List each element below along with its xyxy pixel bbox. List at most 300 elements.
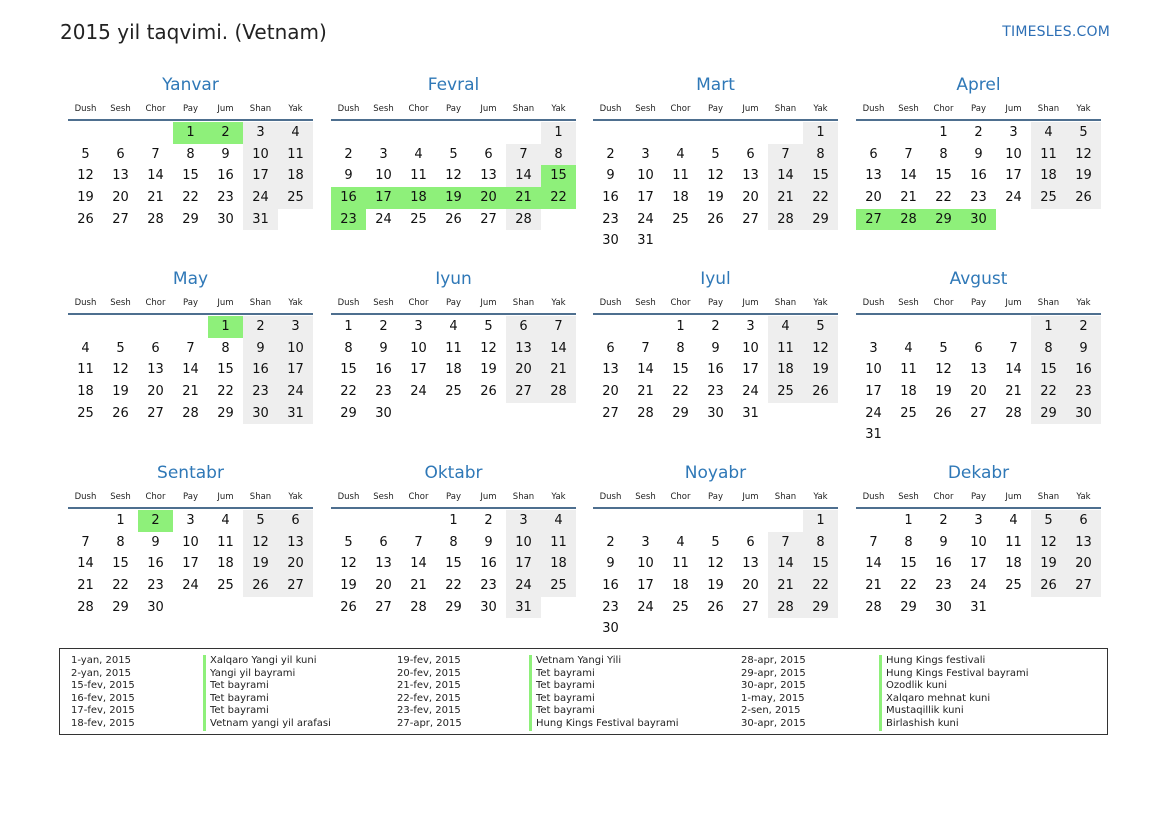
day-cell[interactable]: 4: [541, 510, 576, 532]
day-cell[interactable]: 17: [637, 578, 654, 594]
day-cell[interactable]: 23: [217, 190, 234, 206]
day-cell[interactable]: 14: [506, 165, 541, 187]
day-cell[interactable]: 30: [147, 599, 164, 615]
day-cell[interactable]: 2: [344, 146, 353, 162]
day-cell[interactable]: 2: [974, 125, 983, 140]
day-cell[interactable]: 25: [541, 575, 576, 597]
day-cell[interactable]: 14: [768, 165, 803, 187]
day-cell[interactable]: 4: [1031, 122, 1066, 144]
day-cell[interactable]: 29: [803, 209, 838, 231]
day-cell[interactable]: 18: [217, 556, 234, 572]
day-cell[interactable]: 8: [186, 146, 195, 162]
day-cell[interactable]: 2: [379, 319, 388, 334]
day-cell[interactable]: 7: [768, 532, 803, 554]
day-cell[interactable]: 14: [1005, 362, 1022, 378]
day-cell[interactable]: 19: [803, 359, 838, 381]
day-cell[interactable]: 4: [414, 146, 423, 162]
day-cell[interactable]: 23: [602, 211, 619, 227]
day-cell[interactable]: 14: [900, 168, 917, 184]
day-cell[interactable]: 6: [506, 316, 541, 338]
day-cell[interactable]: 5: [484, 319, 493, 334]
day-cell[interactable]: 29: [803, 597, 838, 619]
day-cell[interactable]: 27: [480, 211, 497, 227]
day-cell[interactable]: 31: [970, 599, 987, 615]
day-cell[interactable]: 26: [340, 599, 357, 615]
day-cell[interactable]: 28: [410, 599, 427, 615]
day-cell[interactable]: 17: [637, 190, 654, 206]
day-cell[interactable]: 6: [746, 534, 755, 550]
day-cell[interactable]: 14: [768, 553, 803, 575]
day-cell[interactable]: 26: [707, 211, 724, 227]
day-cell[interactable]: 18: [445, 362, 462, 378]
day-cell[interactable]: 10: [278, 338, 313, 360]
day-cell[interactable]: 24: [1005, 190, 1022, 206]
day-cell[interactable]: 3: [641, 146, 650, 162]
day-cell[interactable]: 16: [935, 556, 952, 572]
day-cell[interactable]: 1: [803, 510, 838, 532]
day-cell[interactable]: 11: [410, 168, 427, 184]
day-cell[interactable]: 19: [77, 190, 94, 206]
day-cell[interactable]: 26: [935, 405, 952, 421]
day-cell[interactable]: 22: [803, 187, 838, 209]
day-cell[interactable]: 2: [208, 122, 243, 144]
day-cell[interactable]: 28: [506, 209, 541, 231]
day-cell[interactable]: 13: [742, 556, 759, 572]
day-cell[interactable]: 19: [1031, 553, 1066, 575]
day-cell[interactable]: 2: [711, 319, 720, 334]
day-cell[interactable]: 16: [602, 578, 619, 594]
day-cell[interactable]: 15: [803, 165, 838, 187]
day-cell[interactable]: 1: [939, 125, 948, 140]
day-cell[interactable]: 13: [865, 168, 882, 184]
day-cell[interactable]: 14: [77, 556, 94, 572]
day-cell[interactable]: 26: [480, 384, 497, 400]
day-cell[interactable]: 26: [1031, 575, 1066, 597]
day-cell[interactable]: 27: [742, 599, 759, 615]
day-cell[interactable]: 6: [746, 146, 755, 162]
day-cell[interactable]: 30: [961, 209, 996, 231]
day-cell[interactable]: 27: [506, 381, 541, 403]
day-cell[interactable]: 27: [742, 211, 759, 227]
day-cell[interactable]: 5: [449, 146, 458, 162]
day-cell[interactable]: 16: [602, 190, 619, 206]
day-cell[interactable]: 28: [182, 405, 199, 421]
day-cell[interactable]: 12: [445, 168, 462, 184]
day-cell[interactable]: 6: [869, 146, 878, 162]
day-cell[interactable]: 18: [401, 187, 436, 209]
day-cell[interactable]: 23: [480, 578, 497, 594]
day-cell[interactable]: 20: [742, 190, 759, 206]
day-cell[interactable]: 3: [379, 146, 388, 162]
day-cell[interactable]: 4: [278, 122, 313, 144]
day-cell[interactable]: 18: [672, 190, 689, 206]
day-cell[interactable]: 16: [243, 359, 278, 381]
day-cell[interactable]: 30: [602, 233, 619, 249]
day-cell[interactable]: 12: [480, 340, 497, 356]
day-cell[interactable]: 8: [939, 146, 948, 162]
day-cell[interactable]: 2: [939, 513, 948, 528]
day-cell[interactable]: 17: [243, 165, 278, 187]
day-cell[interactable]: 19: [1066, 165, 1101, 187]
day-cell[interactable]: 25: [217, 578, 234, 594]
day-cell[interactable]: 2: [1066, 316, 1101, 338]
day-cell[interactable]: 5: [939, 340, 948, 356]
day-cell[interactable]: 1: [1031, 316, 1066, 338]
day-cell[interactable]: 7: [1009, 340, 1018, 356]
day-cell[interactable]: 6: [116, 146, 125, 162]
day-cell[interactable]: 10: [865, 362, 882, 378]
day-cell[interactable]: 11: [217, 534, 234, 550]
day-cell[interactable]: 31: [637, 233, 654, 249]
day-cell[interactable]: 11: [77, 362, 94, 378]
day-cell[interactable]: 21: [768, 187, 803, 209]
day-cell[interactable]: 1: [676, 319, 685, 334]
day-cell[interactable]: 31: [278, 403, 313, 425]
day-cell[interactable]: 21: [541, 359, 576, 381]
day-cell[interactable]: 6: [1066, 510, 1101, 532]
day-cell[interactable]: 12: [243, 532, 278, 554]
day-cell[interactable]: 24: [742, 384, 759, 400]
day-cell[interactable]: 24: [970, 578, 987, 594]
day-cell[interactable]: 3: [243, 122, 278, 144]
day-cell[interactable]: 1: [116, 513, 125, 528]
day-cell[interactable]: 25: [445, 384, 462, 400]
day-cell[interactable]: 6: [484, 146, 493, 162]
day-cell[interactable]: 16: [217, 168, 234, 184]
day-cell[interactable]: 19: [935, 384, 952, 400]
day-cell[interactable]: 8: [221, 340, 230, 356]
day-cell[interactable]: 23: [147, 578, 164, 594]
day-cell[interactable]: 21: [147, 190, 164, 206]
day-cell[interactable]: 25: [1031, 187, 1066, 209]
day-cell[interactable]: 10: [506, 532, 541, 554]
day-cell[interactable]: 9: [221, 146, 230, 162]
day-cell[interactable]: 17: [506, 553, 541, 575]
day-cell[interactable]: 9: [606, 168, 615, 184]
day-cell[interactable]: 25: [77, 405, 94, 421]
day-cell[interactable]: 19: [707, 578, 724, 594]
day-cell[interactable]: 28: [768, 209, 803, 231]
day-cell[interactable]: 15: [445, 556, 462, 572]
day-cell[interactable]: 30: [1066, 403, 1101, 425]
day-cell[interactable]: 24: [637, 211, 654, 227]
day-cell[interactable]: 27: [970, 405, 987, 421]
day-cell[interactable]: 3: [186, 513, 195, 528]
day-cell[interactable]: 6: [974, 340, 983, 356]
day-cell[interactable]: 30: [602, 621, 619, 637]
day-cell[interactable]: 9: [243, 338, 278, 360]
day-cell[interactable]: 24: [375, 211, 392, 227]
day-cell[interactable]: 29: [1031, 403, 1066, 425]
day-cell[interactable]: 1: [541, 122, 576, 144]
day-cell[interactable]: 22: [340, 384, 357, 400]
day-cell[interactable]: 6: [278, 510, 313, 532]
day-cell[interactable]: 14: [865, 556, 882, 572]
day-cell[interactable]: 14: [541, 338, 576, 360]
day-cell[interactable]: 27: [602, 405, 619, 421]
day-cell[interactable]: 19: [436, 187, 471, 209]
day-cell[interactable]: 5: [243, 510, 278, 532]
day-cell[interactable]: 26: [77, 211, 94, 227]
day-cell[interactable]: 26: [445, 211, 462, 227]
day-cell[interactable]: 7: [869, 534, 878, 550]
day-cell[interactable]: 15: [672, 362, 689, 378]
day-cell[interactable]: 25: [278, 187, 313, 209]
day-cell[interactable]: 23: [970, 190, 987, 206]
day-cell[interactable]: 12: [803, 338, 838, 360]
day-cell[interactable]: 11: [278, 144, 313, 166]
day-cell[interactable]: 7: [641, 340, 650, 356]
day-cell[interactable]: 9: [344, 168, 353, 184]
day-cell[interactable]: 8: [803, 144, 838, 166]
day-cell[interactable]: 29: [217, 405, 234, 421]
day-cell[interactable]: 21: [865, 578, 882, 594]
day-cell[interactable]: 24: [410, 384, 427, 400]
day-cell[interactable]: 4: [81, 340, 90, 356]
day-cell[interactable]: 18: [278, 165, 313, 187]
day-cell[interactable]: 22: [445, 578, 462, 594]
day-cell[interactable]: 9: [711, 340, 720, 356]
day-cell[interactable]: 25: [410, 211, 427, 227]
day-cell[interactable]: 1: [344, 319, 353, 334]
day-cell[interactable]: 6: [379, 534, 388, 550]
day-cell[interactable]: 20: [375, 578, 392, 594]
day-cell[interactable]: 22: [935, 190, 952, 206]
day-cell[interactable]: 26: [1066, 187, 1101, 209]
day-cell[interactable]: 3: [746, 319, 755, 334]
day-cell[interactable]: 8: [904, 534, 913, 550]
day-cell[interactable]: 11: [541, 532, 576, 554]
day-cell[interactable]: 7: [541, 316, 576, 338]
day-cell[interactable]: 9: [484, 534, 493, 550]
day-cell[interactable]: 15: [112, 556, 129, 572]
day-cell[interactable]: 19: [340, 578, 357, 594]
day-cell[interactable]: 25: [900, 405, 917, 421]
day-cell[interactable]: 2: [606, 146, 615, 162]
day-cell[interactable]: 21: [1005, 384, 1022, 400]
day-cell[interactable]: 27: [147, 405, 164, 421]
day-cell[interactable]: 12: [707, 168, 724, 184]
day-cell[interactable]: 17: [410, 362, 427, 378]
day-cell[interactable]: 13: [480, 168, 497, 184]
day-cell[interactable]: 20: [506, 359, 541, 381]
day-cell[interactable]: 20: [471, 187, 506, 209]
day-cell[interactable]: 23: [331, 209, 366, 231]
day-cell[interactable]: 16: [707, 362, 724, 378]
day-cell[interactable]: 14: [410, 556, 427, 572]
day-cell[interactable]: 31: [506, 597, 541, 619]
day-cell[interactable]: 9: [1066, 338, 1101, 360]
day-cell[interactable]: 14: [637, 362, 654, 378]
day-cell[interactable]: 5: [1066, 122, 1101, 144]
day-cell[interactable]: 10: [243, 144, 278, 166]
day-cell[interactable]: 26: [112, 405, 129, 421]
day-cell[interactable]: 21: [900, 190, 917, 206]
day-cell[interactable]: 17: [865, 384, 882, 400]
day-cell[interactable]: 5: [81, 146, 90, 162]
day-cell[interactable]: 2: [243, 316, 278, 338]
day-cell[interactable]: 15: [541, 165, 576, 187]
day-cell[interactable]: 11: [1031, 144, 1066, 166]
day-cell[interactable]: 13: [602, 362, 619, 378]
day-cell[interactable]: 13: [278, 532, 313, 554]
day-cell[interactable]: 23: [243, 381, 278, 403]
day-cell[interactable]: 20: [742, 578, 759, 594]
day-cell[interactable]: 12: [1031, 532, 1066, 554]
day-cell[interactable]: 10: [182, 534, 199, 550]
day-cell[interactable]: 20: [278, 553, 313, 575]
day-cell[interactable]: 27: [278, 575, 313, 597]
day-cell[interactable]: 10: [742, 340, 759, 356]
day-cell[interactable]: 28: [891, 209, 926, 231]
day-cell[interactable]: 23: [375, 384, 392, 400]
day-cell[interactable]: 18: [672, 578, 689, 594]
brand-link[interactable]: TIMESLES.COM: [1002, 24, 1110, 40]
day-cell[interactable]: 19: [112, 384, 129, 400]
day-cell[interactable]: 15: [803, 553, 838, 575]
day-cell[interactable]: 22: [1031, 381, 1066, 403]
day-cell[interactable]: 1: [803, 122, 838, 144]
day-cell[interactable]: 22: [541, 187, 576, 209]
day-cell[interactable]: 30: [480, 599, 497, 615]
day-cell[interactable]: 29: [672, 405, 689, 421]
day-cell[interactable]: 21: [637, 384, 654, 400]
day-cell[interactable]: 16: [375, 362, 392, 378]
day-cell[interactable]: 27: [112, 211, 129, 227]
day-cell[interactable]: 5: [711, 146, 720, 162]
day-cell[interactable]: 9: [379, 340, 388, 356]
day-cell[interactable]: 2: [138, 510, 173, 532]
day-cell[interactable]: 8: [116, 534, 125, 550]
day-cell[interactable]: 31: [243, 209, 278, 231]
day-cell[interactable]: 28: [637, 405, 654, 421]
day-cell[interactable]: 28: [768, 597, 803, 619]
day-cell[interactable]: 17: [742, 362, 759, 378]
day-cell[interactable]: 21: [768, 575, 803, 597]
day-cell[interactable]: 16: [970, 168, 987, 184]
day-cell[interactable]: 28: [865, 599, 882, 615]
day-cell[interactable]: 4: [676, 146, 685, 162]
day-cell[interactable]: 2: [606, 534, 615, 550]
day-cell[interactable]: 15: [182, 168, 199, 184]
day-cell[interactable]: 29: [340, 405, 357, 421]
day-cell[interactable]: 25: [1005, 578, 1022, 594]
day-cell[interactable]: 12: [340, 556, 357, 572]
day-cell[interactable]: 12: [935, 362, 952, 378]
day-cell[interactable]: 27: [1066, 575, 1101, 597]
day-cell[interactable]: 8: [676, 340, 685, 356]
day-cell[interactable]: 11: [672, 168, 689, 184]
day-cell[interactable]: 8: [803, 532, 838, 554]
day-cell[interactable]: 18: [1005, 556, 1022, 572]
day-cell[interactable]: 1: [904, 513, 913, 528]
day-cell[interactable]: 24: [865, 405, 882, 421]
day-cell[interactable]: 15: [935, 168, 952, 184]
day-cell[interactable]: 7: [904, 146, 913, 162]
day-cell[interactable]: 15: [1031, 359, 1066, 381]
day-cell[interactable]: 4: [904, 340, 913, 356]
day-cell[interactable]: 10: [375, 168, 392, 184]
day-cell[interactable]: 9: [974, 146, 983, 162]
day-cell[interactable]: 26: [707, 599, 724, 615]
day-cell[interactable]: 7: [414, 534, 423, 550]
day-cell[interactable]: 9: [606, 556, 615, 572]
day-cell[interactable]: 31: [865, 427, 882, 443]
day-cell[interactable]: 13: [970, 362, 987, 378]
day-cell[interactable]: 30: [375, 405, 392, 421]
day-cell[interactable]: 26: [803, 381, 838, 403]
day-cell[interactable]: 13: [147, 362, 164, 378]
day-cell[interactable]: 25: [672, 211, 689, 227]
day-cell[interactable]: 11: [768, 338, 803, 360]
day-cell[interactable]: 5: [344, 534, 353, 550]
day-cell[interactable]: 23: [935, 578, 952, 594]
day-cell[interactable]: 4: [676, 534, 685, 550]
day-cell[interactable]: 22: [217, 384, 234, 400]
day-cell[interactable]: 29: [926, 209, 961, 231]
day-cell[interactable]: 20: [602, 384, 619, 400]
day-cell[interactable]: 3: [278, 316, 313, 338]
day-cell[interactable]: 19: [480, 362, 497, 378]
day-cell[interactable]: 10: [970, 534, 987, 550]
day-cell[interactable]: 13: [112, 168, 129, 184]
day-cell[interactable]: 3: [506, 510, 541, 532]
day-cell[interactable]: 18: [768, 359, 803, 381]
day-cell[interactable]: 24: [243, 187, 278, 209]
day-cell[interactable]: 21: [506, 187, 541, 209]
day-cell[interactable]: 16: [331, 187, 366, 209]
day-cell[interactable]: 31: [742, 405, 759, 421]
day-cell[interactable]: 11: [445, 340, 462, 356]
day-cell[interactable]: 8: [541, 144, 576, 166]
day-cell[interactable]: 5: [1031, 510, 1066, 532]
day-cell[interactable]: 27: [375, 599, 392, 615]
day-cell[interactable]: 1: [208, 316, 243, 338]
day-cell[interactable]: 25: [768, 381, 803, 403]
day-cell[interactable]: 8: [1031, 338, 1066, 360]
day-cell[interactable]: 20: [1066, 553, 1101, 575]
day-cell[interactable]: 10: [1005, 146, 1022, 162]
day-cell[interactable]: 29: [182, 211, 199, 227]
day-cell[interactable]: 2: [484, 513, 493, 528]
day-cell[interactable]: 17: [970, 556, 987, 572]
day-cell[interactable]: 7: [81, 534, 90, 550]
day-cell[interactable]: 15: [900, 556, 917, 572]
day-cell[interactable]: 21: [410, 578, 427, 594]
day-cell[interactable]: 28: [541, 381, 576, 403]
day-cell[interactable]: 28: [147, 211, 164, 227]
day-cell[interactable]: 30: [243, 403, 278, 425]
day-cell[interactable]: 16: [1066, 359, 1101, 381]
day-cell[interactable]: 23: [1066, 381, 1101, 403]
day-cell[interactable]: 9: [151, 534, 160, 550]
day-cell[interactable]: 17: [182, 556, 199, 572]
day-cell[interactable]: 8: [449, 534, 458, 550]
day-cell[interactable]: 23: [602, 599, 619, 615]
day-cell[interactable]: 11: [672, 556, 689, 572]
day-cell[interactable]: 24: [278, 381, 313, 403]
day-cell[interactable]: 17: [1005, 168, 1022, 184]
day-cell[interactable]: 29: [445, 599, 462, 615]
day-cell[interactable]: 10: [637, 168, 654, 184]
day-cell[interactable]: 6: [151, 340, 160, 356]
day-cell[interactable]: 10: [637, 556, 654, 572]
day-cell[interactable]: 24: [637, 599, 654, 615]
day-cell[interactable]: 15: [340, 362, 357, 378]
day-cell[interactable]: 12: [1066, 144, 1101, 166]
day-cell[interactable]: 8: [344, 340, 353, 356]
day-cell[interactable]: 12: [707, 556, 724, 572]
